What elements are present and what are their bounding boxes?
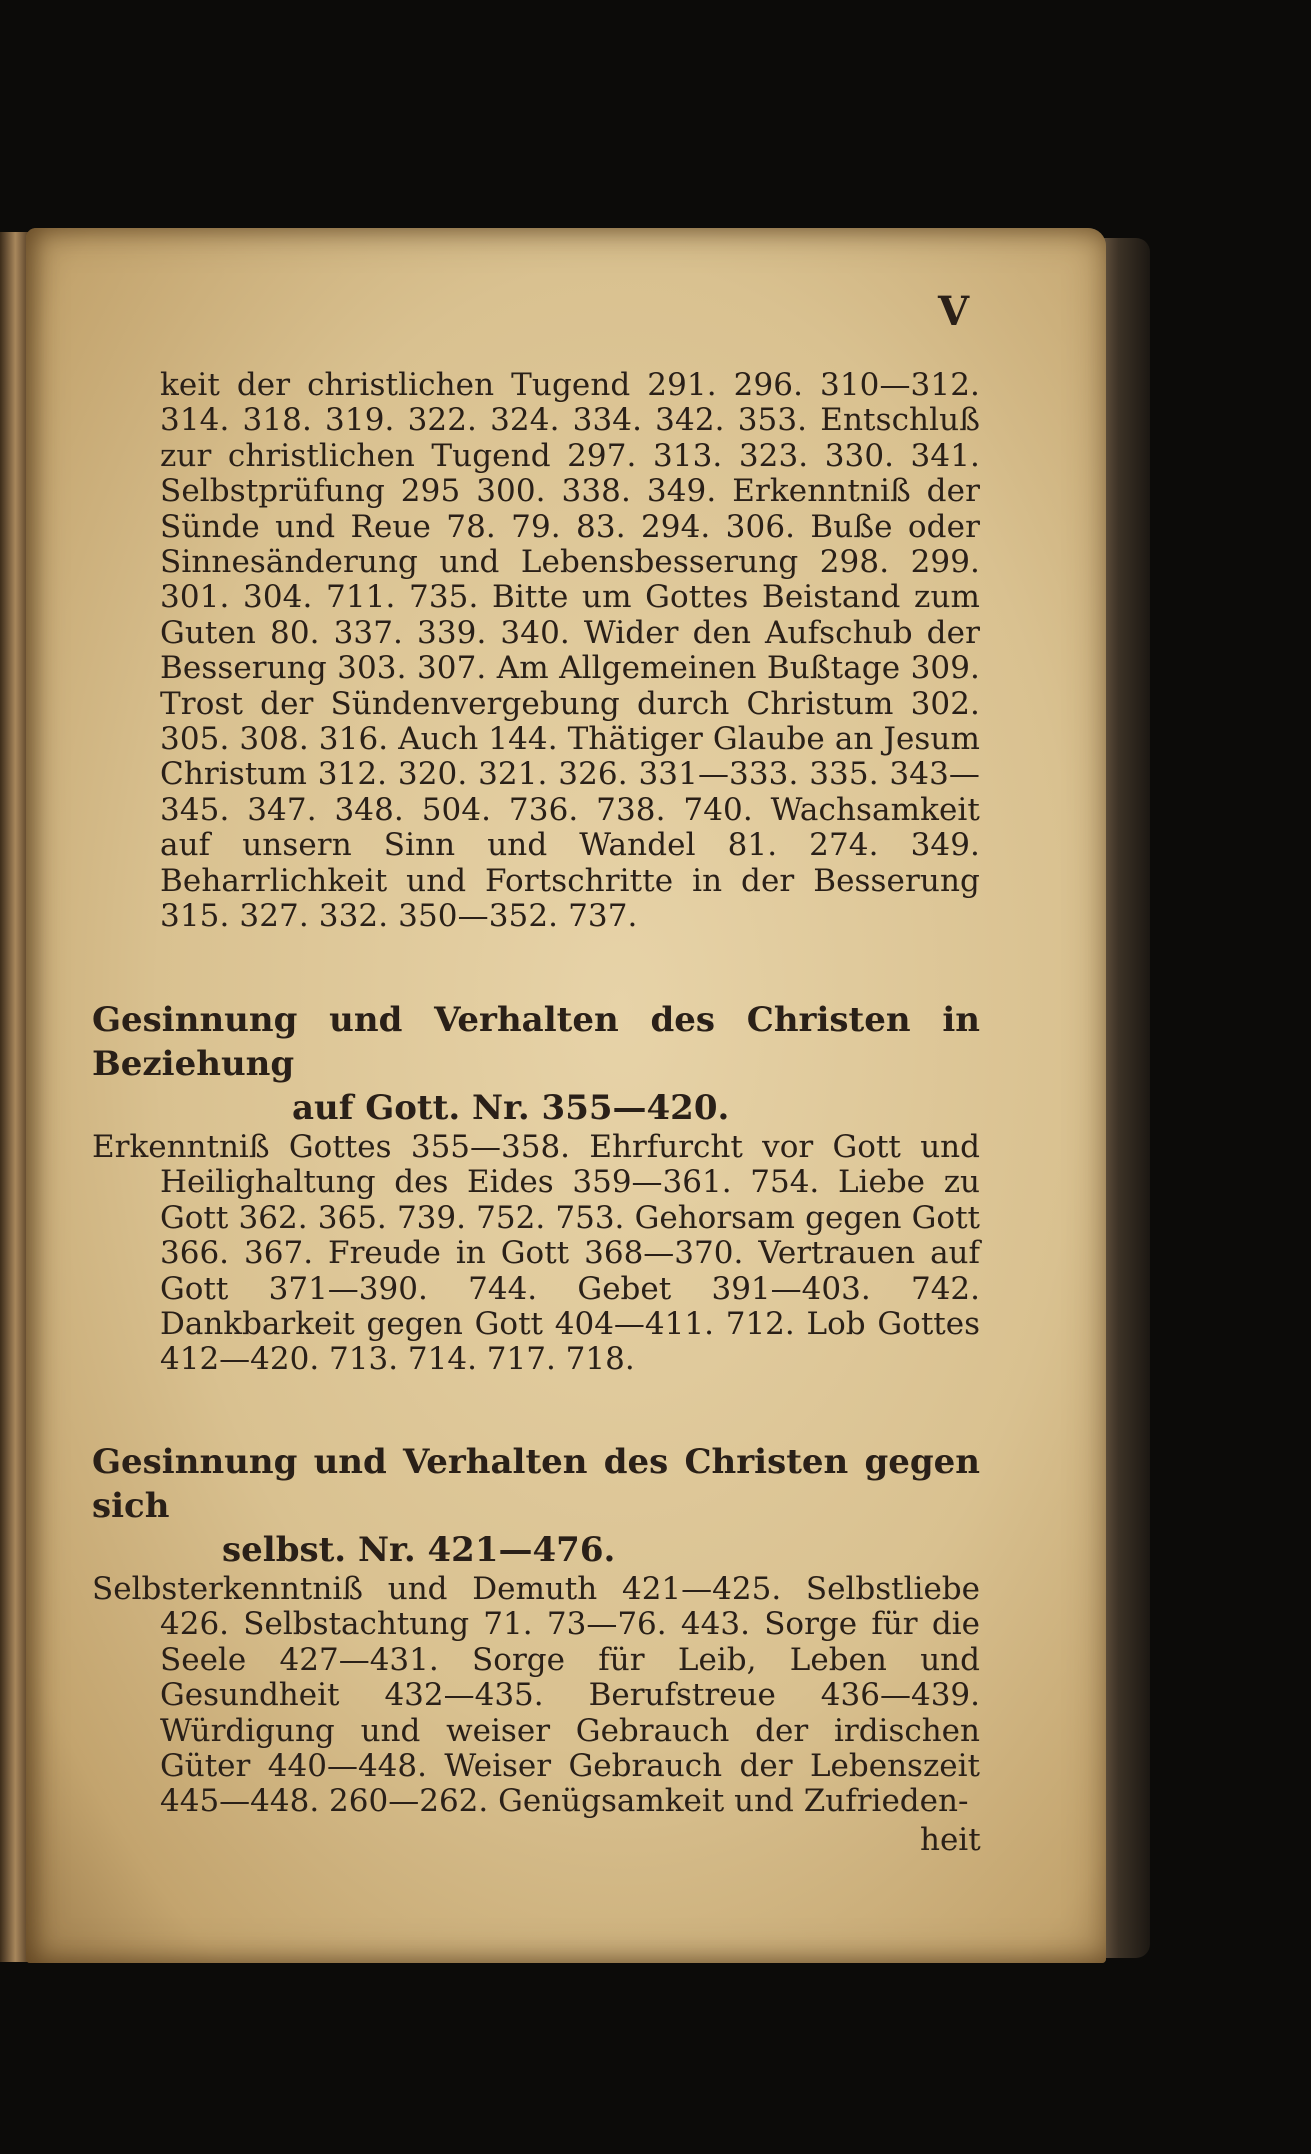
index-paragraph-self: Selbsterkenntniß und Demuth 421—425. Selbstliebe 426. Selbstachtung 71. 73—76. 443. Sorge für die Seele 427—431. Sorge für Leib, Leben und Gesundheit 432—435. Berufstreue 436—439. Würdigung und weiser Gebrauch der irdischen Güter 440—448. Weiser Gebrauch der Lebenszeit 445—448. 260—262. Genügsamkeit und Zufrieden-: [92, 1571, 980, 1820]
continued-word: heit: [920, 1822, 981, 1858]
page-number: V: [938, 288, 970, 335]
section-heading-duties-to-self: [92, 1440, 980, 1572]
section-heading-duties-to-god: [92, 998, 980, 1130]
index-paragraph-god: Erkenntniß Gottes 355—358. Ehrfurcht vor Gott und Heilighaltung des Eides 359—361. 754. Liebe zu Gott 362. 365. 739. 752. 753. Gehorsam gegen Gott 366. 367. Freude in Gott 368—370. Vertrauen auf Gott 371—390. 744. Gebet 391—403. 742. Dankbarkeit gegen Gott 404—411. 712. Lob Gottes 412—420. 713. 714. 717. 718.: [92, 1129, 980, 1378]
section-heading-duties-to-god-line1: Gesinnung und Verhalten des Christen in Beziehung: [92, 1000, 980, 1084]
section-heading-duties-to-god-line2: auf Gott. Nr. 355—420.: [292, 1088, 730, 1128]
previous-page-edge: [0, 232, 28, 1962]
section-heading-duties-to-self-line2: selbst. Nr. 421—476.: [222, 1530, 616, 1570]
index-paragraph-virtue: keit der christlichen Tugend 291. 296. 310—312. 314. 318. 319. 322. 324. 334. 342. 353. Entschluß zur christlichen Tugend 297. 313. 323. 330. 341. Selbstprüfung 295 300. 338. 349. Erkenntniß der Sünde und Reue 78. 79. 83. 294. 306. Buße oder Sinnesänderung und Lebensbesserung 298. 299. 301. 304. 711. 735. Bitte um Gottes Beistand zum Guten 80. 337. 339. 340. Wider den Aufschub der Besserung 303. 307. Am Allgemeinen Bußtage 309. Trost der Sündenvergebung durch Christum 302. 305. 308. 316. Auch 144. Thätiger Glaube an Jesum Christum 312. 320. 321. 326. 331—333. 335. 343—345. 347. 348. 504. 736. 738. 740. Wachsamkeit auf unsern Sinn und Wandel 81. 274. 349. Beharrlichkeit und Fortschritte in der Besserung 315. 327. 332. 350—352. 737.: [160, 367, 980, 935]
section-heading-duties-to-self-line1: Gesinnung und Verhalten des Christen gegen sich: [92, 1442, 980, 1526]
